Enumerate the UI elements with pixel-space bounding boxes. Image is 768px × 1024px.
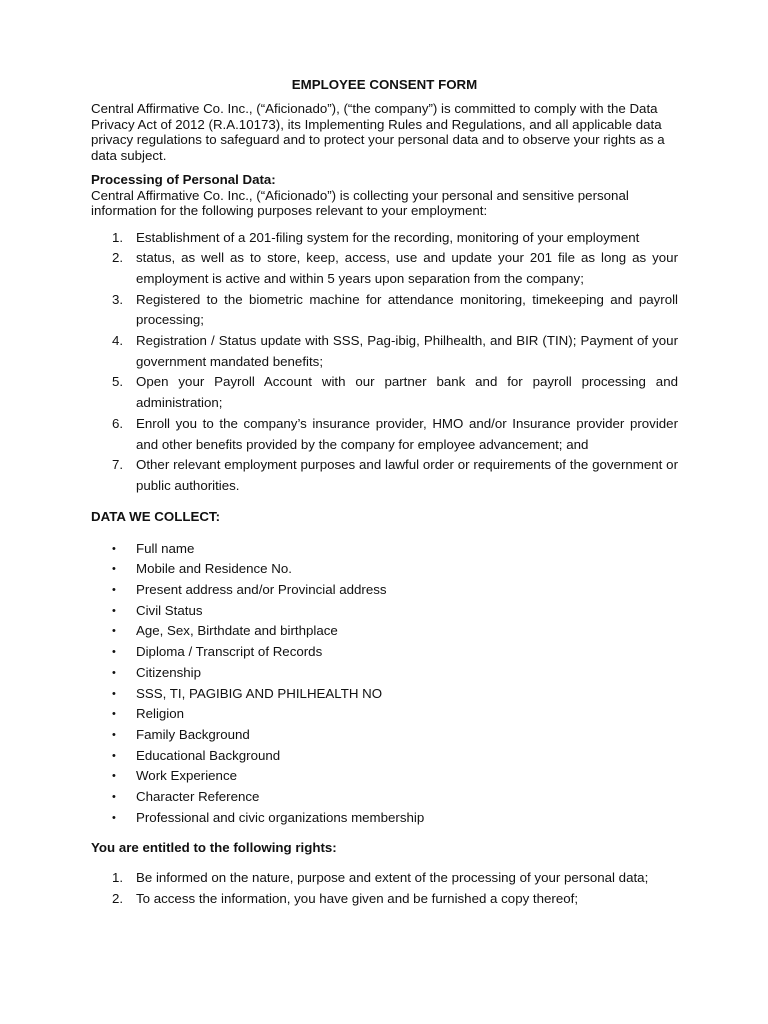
list-item (91, 228, 678, 249)
list-item-text: Be informed on the nature, purpose and extent of the processing of your personal data; (136, 870, 649, 886)
processing-paragraph: Central Affirmative Co. Inc., (“Aficionado”) is collecting your personal and sensitive personal information for the following purposes relevant to your employment: (91, 187, 629, 218)
rights-heading: You are entitled to the following rights: (91, 840, 337, 856)
list-item-text: To access the information, you have given and be furnished a copy thereof; (136, 891, 579, 907)
list-item-text: Family Background (136, 726, 250, 742)
bullet-icon: • (112, 708, 116, 721)
list-item-text: Age, Sex, Birthdate and birthplace (136, 623, 338, 639)
bullet-icon: • (112, 584, 116, 597)
list-item-text: Registration / Status update with SSS, Pag-ibig, Philhealth, and BIR (TIN); Payment of your government mandated benefits; (136, 333, 678, 369)
list-item-text: Character Reference (136, 789, 260, 805)
data-collect-list (91, 539, 678, 829)
list-item (91, 601, 678, 622)
list-number: 1. (112, 870, 124, 886)
purposes-list (91, 228, 678, 497)
list-item-text: Establishment of a 201-filing system for the recording, monitoring of your employment (136, 229, 640, 245)
list-item-text: Diploma / Transcript of Records (136, 644, 323, 660)
list-item (91, 331, 678, 372)
list-item-text: Work Experience (136, 768, 237, 784)
list-item (91, 455, 678, 496)
list-item (91, 766, 678, 787)
list-item (91, 868, 678, 889)
bullet-icon: • (112, 666, 116, 679)
list-number: 2. (112, 891, 124, 907)
list-item (91, 372, 678, 413)
bullet-icon: • (112, 728, 116, 741)
list-item-text: Other relevant employment purposes and lawful order or requirements of the government or public authorities. (136, 457, 678, 493)
list-number: 6. (112, 415, 124, 431)
list-number: 3. (112, 291, 124, 307)
list-item (91, 539, 678, 560)
data-collect-heading: DATA WE COLLECT: (91, 508, 221, 524)
list-item-text: Full name (136, 540, 195, 556)
bullet-icon: • (112, 542, 116, 555)
list-item (91, 725, 678, 746)
list-item-text: Civil Status (136, 602, 203, 618)
list-item-text: status, as well as to store, keep, access, use and update your 201 file as long as your employment is active and within 5 years upon separation from the company; (136, 250, 678, 286)
list-number: 4. (112, 333, 124, 349)
list-item (91, 580, 678, 601)
list-item-text: Open your Payroll Account with our partner bank and for payroll processing and administration; (136, 374, 678, 411)
bullet-icon: • (112, 811, 116, 824)
list-number: 7. (112, 457, 124, 473)
list-item (91, 663, 678, 684)
list-item (91, 704, 678, 725)
bullet-icon: • (112, 646, 116, 659)
list-number: 2. (112, 250, 124, 266)
list-item-text: Religion (136, 706, 185, 722)
processing-heading: Processing of Personal Data: (91, 172, 276, 187)
bullet-icon: • (112, 770, 116, 783)
bullet-icon: • (112, 604, 116, 617)
list-item-text: Educational Background (136, 747, 281, 763)
list-item (91, 414, 678, 455)
rights-list (91, 868, 678, 909)
list-item (91, 290, 678, 331)
list-item (91, 621, 678, 642)
list-item (91, 808, 678, 829)
list-item-text: Mobile and Residence No. (136, 561, 292, 577)
list-item (91, 559, 678, 580)
list-item-text: Registered to the biometric machine for attendance monitoring, timekeeping and payroll processing; (136, 291, 678, 328)
document-title: EMPLOYEE CONSENT FORM (291, 77, 478, 92)
list-item-text: SSS, TI, PAGIBIG AND PHILHEALTH NO (136, 685, 383, 701)
list-item (91, 746, 678, 767)
list-item (91, 642, 678, 663)
list-number: 5. (112, 374, 124, 390)
list-item (91, 248, 678, 289)
bullet-icon: • (112, 687, 116, 700)
list-item-text: Citizenship (136, 664, 202, 680)
intro-paragraph: Central Affirmative Co. Inc., (“Aficionado”), (“the company”) is committed to comply with the Data Privacy Act of 2012 (R.A.10173), its Implementing Rules and Regulations, and all applicable data privacy regulations to safeguard and to protect your personal data and to observe your rights as a data subject. (91, 101, 665, 163)
bullet-icon: • (112, 791, 116, 804)
list-item (91, 684, 678, 705)
bullet-icon: • (112, 563, 116, 576)
bullet-icon: • (112, 625, 116, 638)
list-number: 1. (112, 229, 124, 245)
list-item (91, 787, 678, 808)
list-item-text: Professional and civic organizations membership (136, 809, 425, 825)
list-item-text: Present address and/or Provincial address (136, 582, 387, 598)
list-item (91, 889, 678, 910)
bullet-icon: • (112, 749, 116, 762)
list-item-text: Enroll you to the company’s insurance provider, HMO and/or Insurance provider provider and other benefits provided by the company for employee advancement; and (136, 415, 678, 452)
